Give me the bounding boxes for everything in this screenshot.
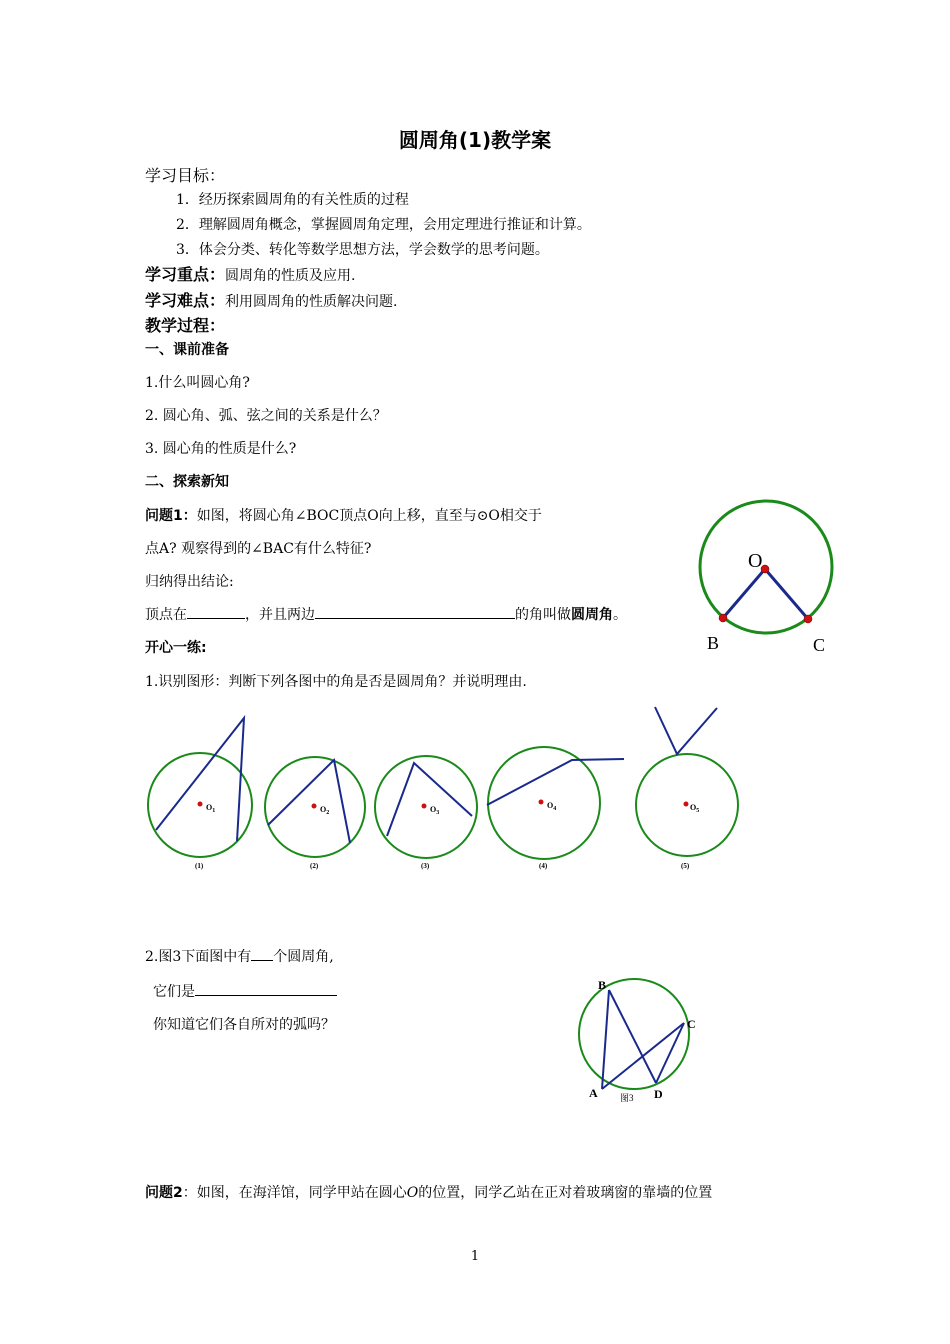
section-explore-heading: 二、探索新知 bbox=[145, 474, 229, 490]
practice-q2-they-are: 它们是 bbox=[153, 984, 195, 1000]
practice-heading: 开心一练: bbox=[145, 640, 207, 656]
center-sub-1: 1 bbox=[212, 808, 216, 814]
prep-question-1: 1.什么叫圆心角? bbox=[145, 375, 250, 391]
page-number: 1 bbox=[470, 1249, 480, 1264]
conclusion-heading: 归纳得出结论: bbox=[145, 574, 234, 590]
svg-text:O1 bbox=[206, 803, 215, 814]
goal-item-1: 1．经历探索圆周角的有关性质的过程 bbox=[176, 192, 409, 208]
process-heading: 教学过程： bbox=[145, 316, 226, 335]
definition-term: 圆周角 bbox=[571, 607, 613, 623]
definition-part-3: 的角叫做 bbox=[515, 607, 571, 623]
difficulty-text: 利用圆周角的性质解决问题. bbox=[225, 294, 398, 310]
key-point-line bbox=[145, 262, 355, 285]
question-2-text2: 的位置，同学乙站在正对着玻璃窗的靠墙的位置 bbox=[418, 1185, 713, 1201]
question-1-line1 bbox=[145, 505, 542, 525]
key-point-text: 圆周角的性质及应用. bbox=[225, 268, 356, 284]
center-sub-5: 5 bbox=[696, 808, 700, 814]
fig3-caption: 图3 bbox=[620, 1093, 634, 1103]
goal-item-3: 3．体会分类、转化等数学思想方法，学会数学的思考问题。 bbox=[176, 242, 549, 258]
circle-figure-3 bbox=[375, 756, 477, 870]
fig3-label-d: D bbox=[654, 1087, 663, 1101]
point-b bbox=[719, 614, 727, 622]
circle-figure-2 bbox=[265, 757, 365, 870]
goal-item-2: 2．理解圆周角概念，掌握圆周角定理，会用定理进行推证和计算。 bbox=[176, 217, 591, 233]
center-sub-2: 2 bbox=[326, 810, 330, 816]
prep-question-2: 2. 圆心角、弧、弦之间的关系是什么？ bbox=[145, 408, 387, 424]
center-label-1: O bbox=[206, 803, 213, 812]
practice-question-2-line1 bbox=[145, 946, 334, 966]
question-1-line2: 点A? 观察得到的∠BAC有什么特征? bbox=[145, 541, 372, 557]
difficulty-label: 学习难点： bbox=[145, 291, 226, 310]
difficulty-line bbox=[145, 288, 397, 311]
goals-heading: 学习目标： bbox=[145, 166, 226, 185]
center-label-3: O bbox=[430, 805, 437, 814]
identify-angles-figure bbox=[140, 700, 750, 880]
center-label-2: O bbox=[320, 805, 327, 814]
caption-1: (1) bbox=[195, 862, 204, 870]
center-sub-3: 3 bbox=[436, 810, 440, 816]
circle-figure-5 bbox=[636, 707, 738, 870]
definition-line bbox=[145, 604, 627, 624]
practice-q2-part-a: 2.图3下面图中有 bbox=[145, 949, 252, 965]
practice-question-1: 1.识别图形：判断下列各图中的角是否是圆周角？并说明理由. bbox=[145, 674, 527, 690]
prep-question-3: 3. 圆心角的性质是什么? bbox=[145, 441, 297, 457]
practice-question-2-line2 bbox=[153, 981, 337, 1001]
svg-text:O4 bbox=[547, 801, 556, 812]
center-label-4: O bbox=[547, 801, 554, 810]
segment-ob bbox=[723, 569, 765, 618]
definition-end: 。 bbox=[613, 607, 627, 623]
section-prep-heading: 一、课前准备 bbox=[145, 342, 229, 358]
answer-blank-angles[interactable] bbox=[195, 995, 337, 996]
question-1-text: 如图，将圆心角∠BOC顶点O向上移，直至与⊙O相交于 bbox=[196, 508, 542, 524]
center-sub-4: 4 bbox=[553, 806, 557, 812]
svg-text:O5 bbox=[690, 803, 699, 814]
circle-figure-4 bbox=[487, 747, 624, 870]
caption-2: (2) bbox=[310, 862, 319, 870]
figure-3 bbox=[578, 975, 708, 1110]
question-2-text: ：如图，在海洋馆，同学甲站在圆心 bbox=[182, 1185, 407, 1201]
definition-part-2: ，并且两边 bbox=[245, 607, 315, 623]
segment-oc bbox=[765, 569, 808, 619]
question-1-label: 问题1： bbox=[145, 508, 197, 524]
definition-part-1: 顶点在 bbox=[145, 607, 187, 623]
caption-4: (4) bbox=[539, 862, 548, 870]
svg-text:O2 bbox=[320, 805, 329, 816]
label-c: C bbox=[813, 635, 826, 655]
answer-blank-count[interactable] bbox=[251, 960, 273, 961]
svg-text:O3 bbox=[430, 805, 439, 816]
central-angle-figure bbox=[690, 495, 842, 655]
answer-blank-sides[interactable] bbox=[315, 618, 515, 619]
caption-5: (5) bbox=[681, 862, 690, 870]
question-2-line bbox=[145, 1182, 712, 1202]
figure3-circle bbox=[579, 979, 689, 1089]
key-point-label: 学习重点： bbox=[145, 265, 226, 284]
practice-q2-part-b: 个圆周角, bbox=[273, 949, 334, 965]
caption-3: (3) bbox=[421, 862, 430, 870]
question-2-o: O bbox=[406, 1185, 419, 1201]
center-label-5: O bbox=[690, 803, 697, 812]
fig3-label-a: A bbox=[589, 1086, 598, 1100]
label-o: O bbox=[748, 550, 763, 572]
page-title: 圆周角(1)教学案 bbox=[398, 128, 552, 152]
fig3-label-c: C bbox=[687, 1017, 696, 1031]
question-2-label: 问题2 bbox=[145, 1185, 183, 1201]
label-b: B bbox=[707, 633, 720, 653]
circle-figure-1 bbox=[148, 718, 252, 870]
fig3-label-b: B bbox=[598, 978, 607, 992]
answer-blank-vertex[interactable] bbox=[187, 618, 245, 619]
point-c bbox=[804, 615, 812, 623]
practice-question-2-line3: 你知道它们各自所对的弧吗？ bbox=[153, 1017, 335, 1033]
